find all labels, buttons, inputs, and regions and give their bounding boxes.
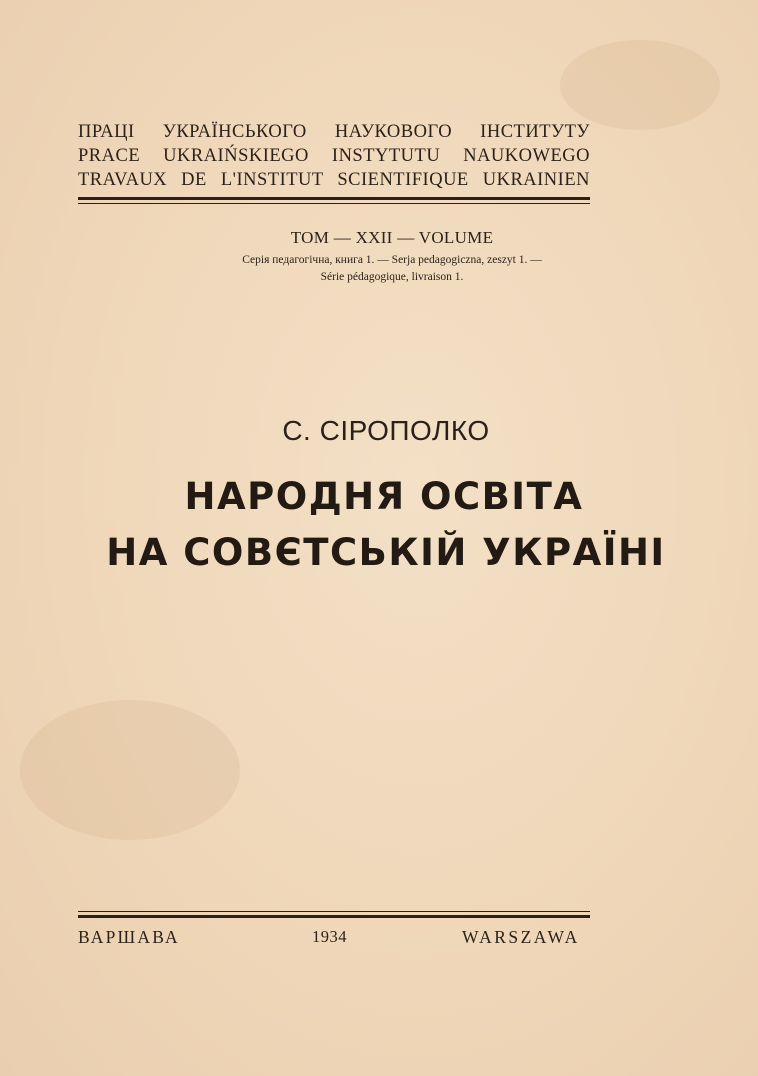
- imprint-place-polish: WARSZAWA: [462, 927, 580, 947]
- volume-number: ТОМ — XXII — VOLUME: [290, 228, 494, 247]
- subseries-line: Série pédagogique, livraison 1.: [320, 271, 464, 283]
- bottom-rule-thin: [78, 911, 590, 912]
- paper-stain: [20, 700, 240, 840]
- series-title-polish: PRACE UKRAIŃSKIEGO INSTYTUTU NAUKOWEGO: [78, 146, 590, 166]
- book-title-line-1: НАРОДНЯ ОСВІТА: [184, 475, 584, 518]
- book-title-line-2: НА СОВЄТСЬКІЙ УКРАЇНІ: [106, 531, 666, 574]
- subseries-line: Серія педагогічна, книга 1. — Serja pedagogiczna, zeszyt 1. —: [242, 254, 542, 266]
- top-rule-thin: [78, 203, 590, 204]
- top-rule-thick: [78, 197, 590, 200]
- series-title-french: TRAVAUX DE L'INSTITUT SCIENTIFIQUE UKRAINIEN: [78, 170, 590, 190]
- paper-stain: [560, 40, 720, 130]
- imprint-year: 1934: [312, 927, 347, 946]
- imprint-place-ukrainian: ВАРШАВА: [78, 927, 180, 947]
- bottom-rule-thick: [78, 915, 590, 918]
- series-title-ukrainian: ПРАЦІ УКРАЇНСЬКОГО НАУКОВОГО ІНСТИТУТУ: [78, 122, 590, 142]
- author-name: С. СІРОПОЛКО: [282, 415, 490, 446]
